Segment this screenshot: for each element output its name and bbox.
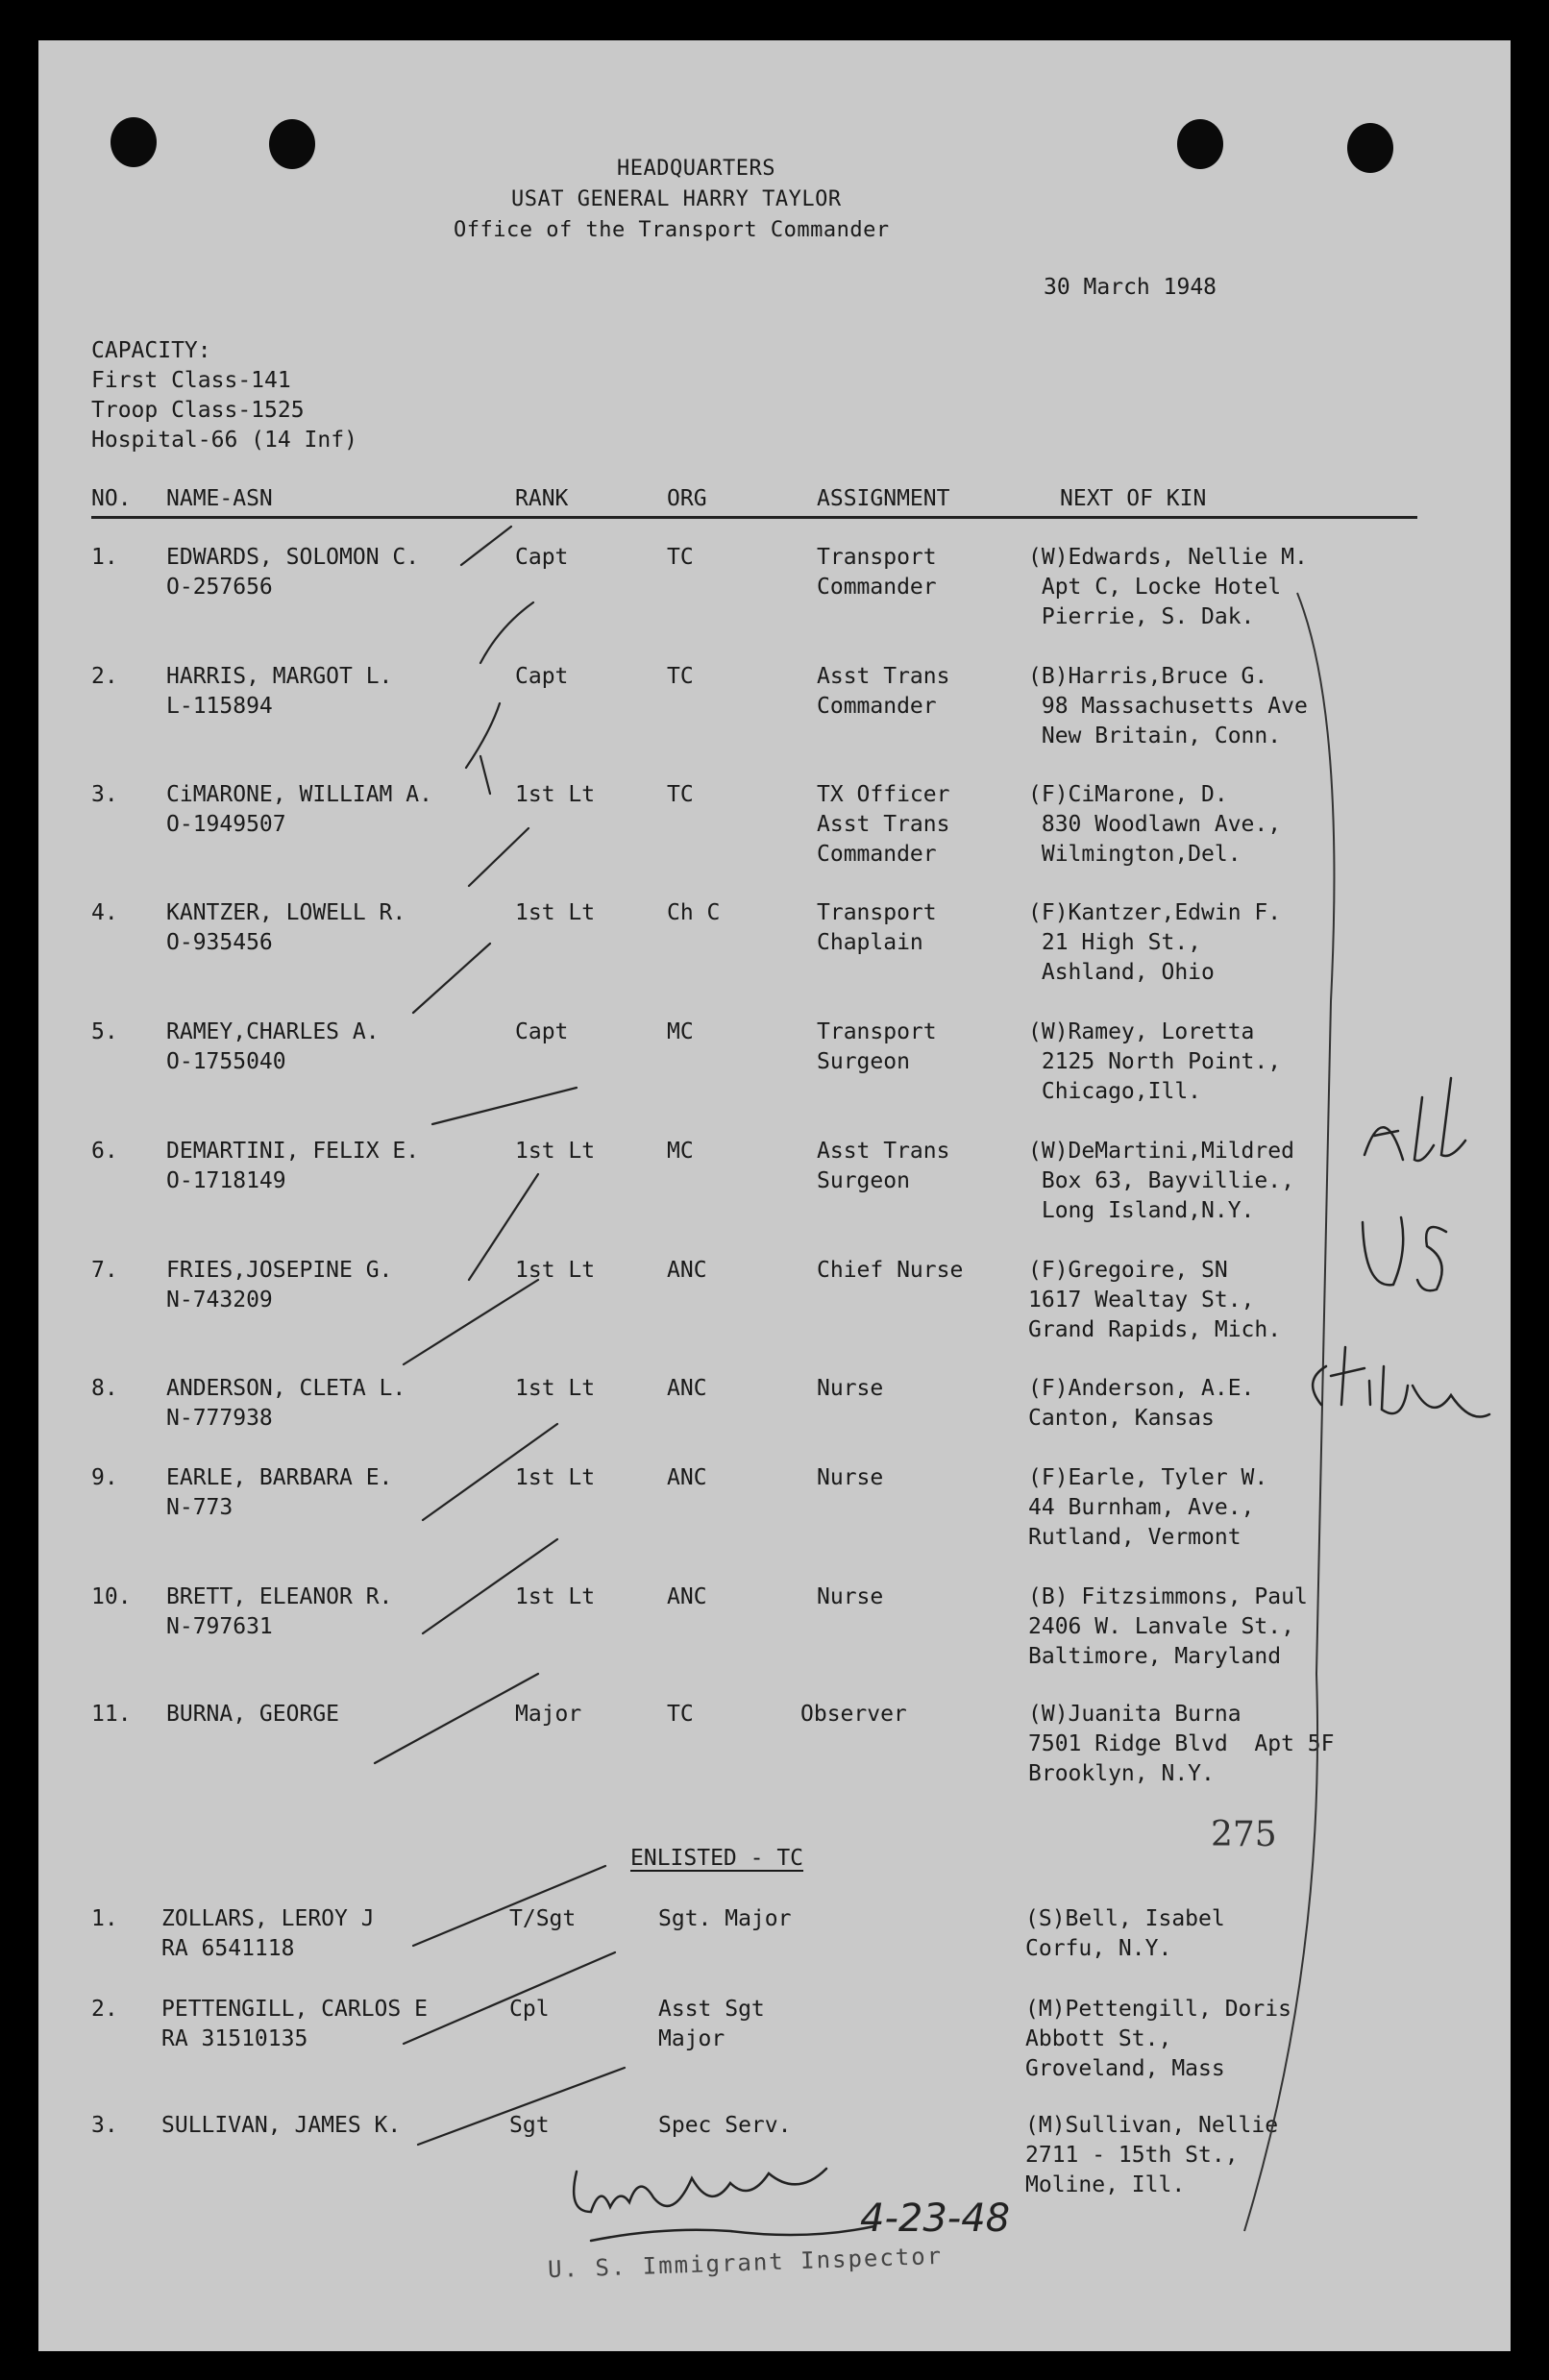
row-number: 1. xyxy=(91,1906,118,1931)
rank: Sgt xyxy=(509,2113,550,2138)
row-number: 11. xyxy=(91,1702,132,1727)
inspector-signature xyxy=(574,2169,874,2241)
column-header-no: NO. xyxy=(91,486,132,511)
name-asn: BRETT, ELEANOR R. N-797631 xyxy=(166,1584,393,1639)
rank: Capt xyxy=(515,1019,569,1044)
capacity-troop-class: Troop Class-1525 xyxy=(91,398,305,423)
assignment: Nurse xyxy=(817,1584,884,1609)
rank: 1st Lt xyxy=(515,1376,596,1401)
check-mark xyxy=(480,602,533,663)
rank: 1st Lt xyxy=(515,782,596,807)
capacity-first-class: First Class-141 xyxy=(91,368,291,393)
margin-note-handwriting xyxy=(1313,1078,1489,1417)
assignment: Nurse xyxy=(817,1465,884,1490)
org: ANC xyxy=(667,1584,707,1609)
org: TC xyxy=(667,782,694,807)
org: ANC xyxy=(667,1376,707,1401)
punch-hole xyxy=(1347,123,1393,173)
assignment: Asst Trans Surgeon xyxy=(817,1139,950,1193)
row-number: 2. xyxy=(91,664,118,689)
rank: 1st Lt xyxy=(515,1465,596,1490)
row-number: 7. xyxy=(91,1258,118,1283)
name-asn: EDWARDS, SOLOMON C. O-257656 xyxy=(166,545,420,600)
rank: 1st Lt xyxy=(515,1258,596,1283)
row-number: 8. xyxy=(91,1376,118,1401)
assignment: Asst Sgt Major xyxy=(658,1997,765,2051)
row-number: 5. xyxy=(91,1019,118,1044)
name-asn: FRIES,JOSEPINE G. N-743209 xyxy=(166,1258,393,1313)
next-of-kin: (W)Juanita Burna 7501 Ridge Blvd Apt 5F Brooklyn, N.Y. xyxy=(1028,1702,1335,1786)
name-asn: RAMEY,CHARLES A. O-1755040 xyxy=(166,1019,380,1074)
inspector-stamp: U. S. Immigrant Inspector xyxy=(547,2242,944,2284)
page-number: 275 xyxy=(1211,1815,1277,1854)
assignment: TX Officer Asst Trans Commander xyxy=(817,782,950,867)
row-number: 3. xyxy=(91,2113,118,2138)
org: ANC xyxy=(667,1465,707,1490)
rank: Capt xyxy=(515,545,569,570)
column-header-rank: RANK xyxy=(515,486,569,511)
row-number: 1. xyxy=(91,545,118,570)
next-of-kin: (W)DeMartini,Mildred Box 63, Bayvillie., Long Island,N.Y. xyxy=(1028,1139,1294,1223)
row-number: 2. xyxy=(91,1997,118,2022)
signature-date: 4-23-48 xyxy=(860,2196,1011,2241)
org: TC xyxy=(667,664,694,689)
header-rule xyxy=(91,516,1417,519)
org: ANC xyxy=(667,1258,707,1283)
column-header-name: NAME-ASN xyxy=(166,486,273,511)
next-of-kin: (M)Pettengill, Doris Abbott St., Groveland, Mass xyxy=(1025,1997,1291,2081)
row-number: 6. xyxy=(91,1139,118,1164)
name-asn: CiMARONE, WILLIAM A. O-1949507 xyxy=(166,782,432,837)
assignment: Transport Surgeon xyxy=(817,1019,937,1074)
assignment: Chief Nurse xyxy=(817,1258,964,1283)
check-mark xyxy=(413,944,490,1013)
name-asn: ZOLLARS, LEROY J RA 6541118 xyxy=(161,1906,375,1961)
capacity-hospital: Hospital-66 (14 Inf) xyxy=(91,428,357,453)
rank: 1st Lt xyxy=(515,1139,596,1164)
name-asn: HARRIS, MARGOT L. L-115894 xyxy=(166,664,393,719)
assignment: Observer xyxy=(800,1702,907,1727)
assignment: Nurse xyxy=(817,1376,884,1401)
name-asn: SULLIVAN, JAMES K. xyxy=(161,2113,402,2138)
check-mark xyxy=(461,527,511,565)
punch-hole xyxy=(269,119,315,169)
next-of-kin: (W)Edwards, Nellie M. Apt C, Locke Hotel Pierrie, S. Dak. xyxy=(1028,545,1308,629)
next-of-kin: (W)Ramey, Loretta 2125 North Point., Chicago,Ill. xyxy=(1028,1019,1282,1104)
check-mark xyxy=(480,756,490,794)
column-header-assignment: ASSIGNMENT xyxy=(817,486,950,511)
check-marks xyxy=(375,527,625,2145)
check-mark xyxy=(469,828,529,886)
heading-headquarters: HEADQUARTERS xyxy=(617,157,775,181)
next-of-kin: (M)Sullivan, Nellie 2711 - 15th St., Moline, Ill. xyxy=(1025,2113,1279,2197)
heading-office: Office of the Transport Commander xyxy=(454,218,890,242)
rank: Major xyxy=(515,1702,582,1727)
rank: 1st Lt xyxy=(515,1584,596,1609)
row-number: 10. xyxy=(91,1584,132,1609)
document-page xyxy=(38,40,1511,2351)
rank: 1st Lt xyxy=(515,900,596,925)
org: TC xyxy=(667,545,694,570)
assignment: Asst Trans Commander xyxy=(817,664,950,719)
org: MC xyxy=(667,1019,694,1044)
heading-ship-name: USAT GENERAL HARRY TAYLOR xyxy=(511,187,842,211)
punch-hole xyxy=(111,117,157,167)
next-of-kin: (B) Fitzsimmons, Paul 2406 W. Lanvale St., Baltimore, Maryland xyxy=(1028,1584,1308,1669)
row-number: 3. xyxy=(91,782,118,807)
next-of-kin: (F)CiMarone, D. 830 Woodlawn Ave., Wilmington,Del. xyxy=(1028,782,1282,867)
next-of-kin: (F)Earle, Tyler W. 44 Burnham, Ave., Rutland, Vermont xyxy=(1028,1465,1268,1550)
next-of-kin: (B)Harris,Bruce G. 98 Massachusetts Ave New Britain, Conn. xyxy=(1028,664,1308,748)
name-asn: PETTENGILL, CARLOS E RA 31510135 xyxy=(161,1997,428,2051)
assignment: Sgt. Major xyxy=(658,1906,792,1931)
next-of-kin: (F)Anderson, A.E. Canton, Kansas xyxy=(1028,1376,1255,1431)
rank: Cpl xyxy=(509,1997,550,2022)
assignment: Spec Serv. xyxy=(658,2113,792,2138)
next-of-kin: (F)Gregoire, SN 1617 Wealtay St., Grand Rapids, Mich. xyxy=(1028,1258,1282,1342)
name-asn: ANDERSON, CLETA L. N-777938 xyxy=(166,1376,406,1431)
org: TC xyxy=(667,1702,694,1727)
next-of-kin: (S)Bell, Isabel Corfu, N.Y. xyxy=(1025,1906,1225,1961)
column-header-next-of-kin: NEXT OF KIN xyxy=(1060,486,1207,511)
name-asn: DEMARTINI, FELIX E. O-1718149 xyxy=(166,1139,420,1193)
name-asn: BURNA, GEORGE xyxy=(166,1702,340,1727)
org: MC xyxy=(667,1139,694,1164)
name-asn: KANTZER, LOWELL R. O-935456 xyxy=(166,900,406,955)
rank: Capt xyxy=(515,664,569,689)
org: Ch C xyxy=(667,900,721,925)
check-mark xyxy=(466,703,500,768)
capacity-label: CAPACITY: xyxy=(91,338,211,363)
rank: T/Sgt xyxy=(509,1906,577,1931)
name-asn: EARLE, BARBARA E. N-773 xyxy=(166,1465,393,1520)
assignment: Transport Commander xyxy=(817,545,937,600)
punch-hole xyxy=(1177,119,1223,169)
document-date: 30 March 1948 xyxy=(1044,275,1217,300)
check-mark xyxy=(375,1674,538,1763)
assignment: Transport Chaplain xyxy=(817,900,937,955)
row-number: 9. xyxy=(91,1465,118,1490)
check-mark xyxy=(432,1088,577,1124)
enlisted-section-title: ENLISTED - TC xyxy=(630,1846,804,1871)
check-mark xyxy=(404,1280,538,1364)
column-header-org: ORG xyxy=(667,486,707,511)
next-of-kin: (F)Kantzer,Edwin F. 21 High St., Ashland, Ohio xyxy=(1028,900,1282,985)
row-number: 4. xyxy=(91,900,118,925)
